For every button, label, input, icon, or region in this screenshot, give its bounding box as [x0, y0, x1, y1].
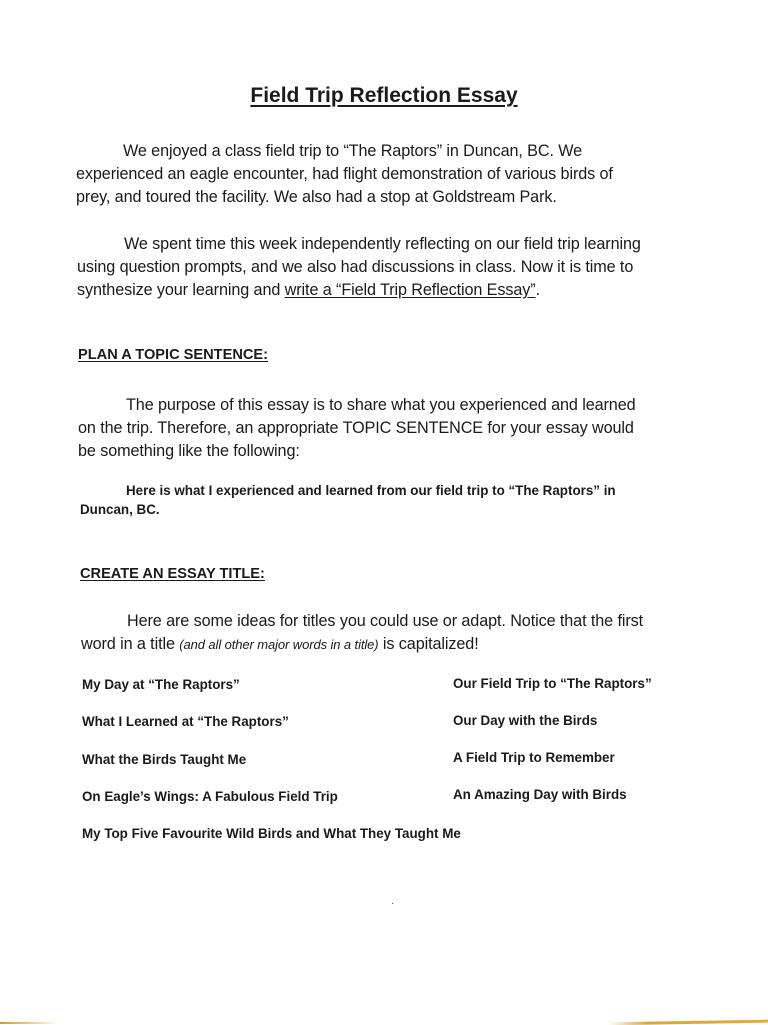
intro-line: experienced an eagle encounter, had flight demonstration of various birds of — [76, 165, 613, 183]
title-idea: My Top Five Favourite Wild Birds and What They Taught Me — [82, 826, 461, 841]
title-idea: On Eagle’s Wings: A Fabulous Field Trip — [82, 789, 338, 804]
title-ideas-line: Here are some ideas for titles you could use or adapt. Notice that the first — [127, 612, 644, 630]
topic-line: be something like the following: — [78, 442, 300, 460]
topic-line: on the trip. Therefore, an appropriate TOPIC SENTENCE for your essay would — [78, 419, 634, 437]
title-idea: What I Learned at “The Raptors” — [82, 714, 289, 729]
intro-line: We enjoyed a class field trip to “The Raptors” in Duncan, BC. We — [123, 142, 583, 160]
reflection-line: using question prompts, and we also had discussions in class. Now it is time to — [77, 258, 634, 276]
title-idea: Our Field Trip to “The Raptors” — [453, 676, 652, 691]
title-ideas-text: is capitalized! — [378, 635, 479, 653]
title-idea: An Amazing Day with Birds — [453, 787, 627, 802]
title-ideas-line — [81, 633, 479, 656]
title-idea: What the Birds Taught Me — [82, 752, 247, 767]
essay-title-heading: CREATE AN ESSAY TITLE: — [80, 566, 265, 582]
topic-line: The purpose of this essay is to share what you experienced and learned — [126, 396, 636, 414]
title-idea: Our Day with the Birds — [453, 713, 598, 728]
reflection-text: . — [535, 281, 540, 299]
topic-sentence-heading: PLAN A TOPIC SENTENCE: — [78, 347, 269, 363]
example-line: Here is what I experienced and learned from our field trip to “The Raptors” in — [126, 483, 616, 498]
title-ideas-note: (and all other major words in a title) — [179, 637, 379, 652]
title-idea: My Day at “The Raptors” — [82, 677, 240, 692]
reflection-line: We spent time this week independently reflecting on our field trip learning — [124, 235, 641, 253]
example-line: Duncan, BC. — [80, 502, 160, 517]
essay-assignment-underlined: write a “Field Trip Reflection Essay” — [284, 281, 536, 299]
title-idea: A Field Trip to Remember — [453, 750, 615, 765]
title-ideas-text: word in a title — [81, 635, 180, 653]
intro-line: prey, and toured the facility. We also had a stop at Goldstream Park. — [76, 188, 557, 206]
scan-edge-right — [608, 1020, 768, 1025]
reflection-text: synthesize your learning and — [77, 281, 285, 299]
page-title: Field Trip Reflection Essay — [250, 84, 518, 107]
scan-speck — [392, 903, 393, 904]
reflection-line — [77, 279, 540, 302]
